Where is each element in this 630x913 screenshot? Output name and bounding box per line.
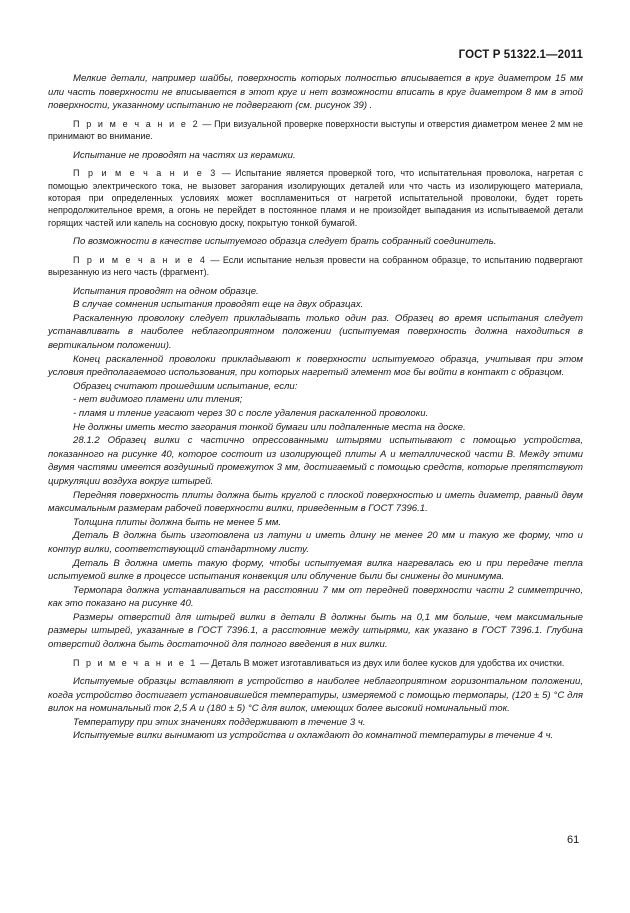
- paragraph-cooling: Испытуемые вилки вынимают из устройства и охлаждают до комнатной температуры в течение 4 ч.: [73, 730, 554, 742]
- note-1-label: П р и м е ч а н и е 1: [73, 657, 198, 668]
- paragraph-insert-samples: Испытуемые образцы вставляют в устройство в наиболее неблагоприятном горизонтальном положении, когда устройство достигает установившейся температуры, измеряемой с помощью термопары, (120 ± 5) °С для вилок на номинальный ток 2,5 А и (180 ± 5) °С для вилок, имеющих более высокий номинальный ток.: [48, 676, 583, 715]
- page-body: [48, 72, 583, 743]
- paragraph-doubt: В случае сомнения испытания проводят еще на двух образцах.: [73, 299, 364, 311]
- paragraph-part-b-brass: Деталь В должна быть изготовлена из латуни и иметь длину не менее 20 мм и такую же форму, что и контур вилки, соответствующий стандартному листу.: [48, 530, 583, 555]
- paragraph-hold-temperature: Температуру при этих значениях поддерживают в течение 3 ч.: [73, 716, 366, 728]
- note-3: [48, 167, 583, 229]
- list-item-no-flame: - нет видимого пламени или тления;: [73, 394, 243, 406]
- note-1-text: — Деталь В может изготавливаться из двух или более кусков для удобства их очистки.: [197, 657, 565, 668]
- note-2-label: П р и м е ч а н и е 2: [73, 118, 200, 129]
- note-2: [48, 118, 583, 143]
- paragraph-assembled-sample: По возможности в качестве испытуемого образца следует брать собранный соединитель.: [73, 236, 497, 248]
- note-1: [48, 657, 583, 669]
- note-3-text: — Испытание является проверкой того, что испытательная проволока, нагретая с помощью электрического тока, не вызовет загорания изолирующих деталей или что часть из изолирующего материала, которая при определенных условиях может воспламениться от нагретой испытательной проволоки, будет гореть непродолжительное время, а огонь не перейдет в постоянное пламя и не произойдет выпадания из испытываемой детали горящих частей или капель на сосновую доску, покрытую тонкой бумагой.: [48, 168, 583, 228]
- paragraph-plate-surface: Передняя поверхность плиты должна быть круглой с плоской поверхностью и иметь диаметр, равный двум максимальным размерам рабочей поверхности вилки, приведенным в ГОСТ 7396.1.: [48, 489, 583, 515]
- paragraph-small-parts: Мелкие детали, например шайбы, поверхность которых полностью вписывается в круг диаметром 15 мм или часть поверхности не вписывается в этот круг и нет возможности вписать в круг диаметром 8 мм в этой поверхности, указанному испытанию не подвергают (см. рисунок 39) .: [48, 73, 583, 112]
- page-number: 61: [567, 834, 580, 846]
- note-4-label: П р и м е ч а н и е 4: [73, 254, 207, 265]
- paragraph-hole-sizes: Размеры отверстий для штырей вилки в детали В должны быть на 0,1 мм больше, чем максимальные размеры штырей, указанные в ГОСТ 7396.1, а расстояние между штырями, как указано в ГОСТ 7396.1. Глубина отверстий должна быть достаточной для полного введения в них вилки.: [48, 611, 583, 651]
- paragraph-28-1-2: 28.1.2 Образец вилки с частично опрессованными штырями испытывают с помощью устройства, показанного на рисунке 40, которое состоит из изолирующей плиты А и металлической части В. Между этими двумя частями имеется воздушный промежуток 3 мм, достигаемый с помощью средств, которые препятствуют циркуляции воздуха вокруг штырей.: [48, 435, 583, 487]
- note-3-label: П р и м е ч а н и е 3: [73, 168, 218, 179]
- paragraph-plate-thickness: Толщина плиты должна быть не менее 5 мм.: [73, 516, 282, 528]
- note-2-text: — При визуальной проверке поверхности выступы и отверстия диаметром менее 2 мм не принимают во внимание.: [48, 118, 583, 142]
- paragraph-ceramics: Испытание не проводят на частях из керамики.: [73, 149, 296, 161]
- paragraph-thermocouple: Термопара должна устанавливаться на расстоянии 7 мм от передней поверхности части 2 симметрично, как это показано на рисунке 40.: [48, 584, 583, 610]
- note-4-text: — Если испытание нельзя провести на собранном образце, то испытанию подвергают вырезанную из него часть (фрагмент).: [48, 254, 583, 278]
- document-code-header: ГОСТ Р 51322.1—2011: [458, 49, 583, 61]
- note-4: [48, 254, 583, 279]
- paragraph-hot-wire-once: Раскаленную проволоку следует прикладывать только один раз. Образец во время испытания следует устанавливать в наиболее неблагоприятном положении (испытуемая поверхность должна находиться в вертикальном положении).: [48, 312, 583, 351]
- paragraph-pass-criteria: Образец считают прошедшим испытание, если:: [73, 380, 298, 392]
- paragraph-one-sample: Испытания проводят на одном образце.: [73, 285, 259, 297]
- paragraph-hot-wire-end: Конец раскаленной проволоки прикладывают к поверхности испытуемого образца, учитывая при этом условия предполагаемого использования, при которых нагретый элемент мог бы войти в контакт с образцом.: [48, 353, 583, 379]
- list-item-flame-extinguish: - пламя и тление угасают через 30 с после удаления раскаленной проволоки.: [73, 407, 429, 419]
- paragraph-part-b-shape: Деталь В должна иметь такую форму, чтобы испытуемая вилка нагревалась ею и при передаче тепла испытуемой вилке в процессе испытания конвекция или облучение были бы снижены до минимума.: [48, 557, 583, 583]
- paragraph-tissue-paper: Не должны иметь место загорания тонкой бумаги или подпаленные места на доске.: [73, 421, 466, 433]
